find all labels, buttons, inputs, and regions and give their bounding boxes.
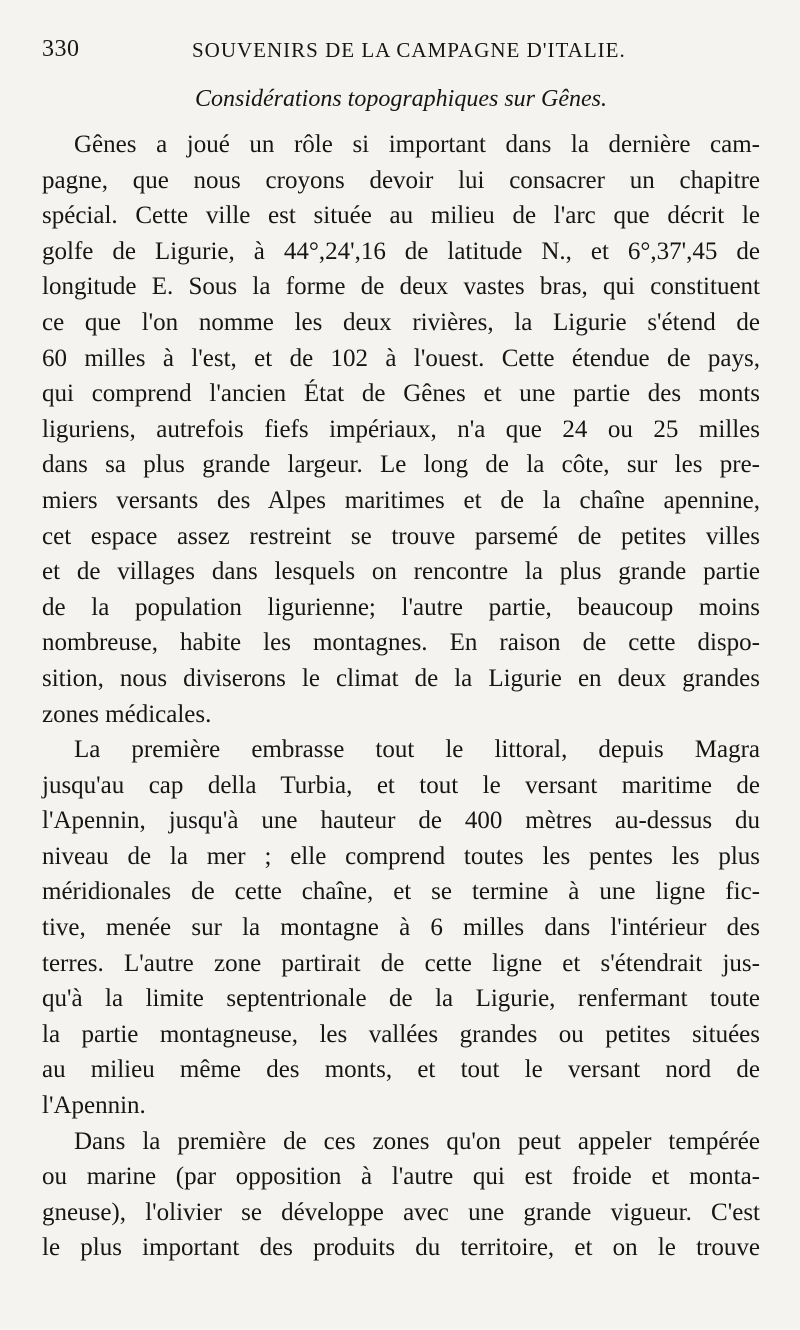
text-line: sition, nous diviserons le climat de la Ligurie en deux grandes — [42, 664, 760, 692]
text-line: niveau de la mer ; elle comprend toutes les pentes les plus — [42, 842, 760, 870]
text-line: le plus important des produits du territoire, et on le trouve — [42, 1234, 760, 1262]
text-line: dans sa plus grande largeur. Le long de la côte, sur les pre- — [42, 451, 760, 479]
running-head — [42, 32, 760, 72]
text-line: qu'à la limite septentrionale de la Ligurie, renfermant toute — [42, 985, 760, 1013]
text-line: longitude E. Sous la forme de deux vastes bras, qui constituent — [42, 273, 760, 301]
text-line: Dans la première de ces zones qu'on peut appeler tempérée — [74, 1127, 760, 1155]
paragraph-3 — [42, 1124, 760, 1266]
text-line: de la population ligurienne; l'autre partie, beaucoup moins — [42, 593, 760, 621]
paragraph-2 — [42, 732, 760, 1124]
text-line: spécial. Cette ville est située au milieu de l'arc que décrit le — [42, 202, 760, 230]
text-line: golfe de Ligurie, à 44°,24',16 de latitude N., et 6°,37',45 de — [42, 237, 760, 265]
text-line: au milieu même des monts, et tout le versant nord de — [42, 1056, 760, 1084]
running-title: SOUVENIRS DE LA CAMPAGNE D'ITALIE. — [192, 38, 626, 62]
section-title: Considérations topographiques sur Gênes. — [194, 86, 607, 112]
text-line: terres. L'autre zone partirait de cette ligne et s'étendrait jus- — [42, 949, 760, 977]
text-line: ce que l'on nomme les deux rivières, la Ligurie s'étend de — [42, 308, 760, 336]
text-line: 60 milles à l'est, et de 102 à l'ouest. Cette étendue de pays, — [42, 344, 760, 372]
text-line: liguriens, autrefois fiefs impériaux, n'a que 24 ou 25 milles — [42, 415, 760, 443]
text-line: gneuse), l'olivier se développe avec une grande vigueur. C'est — [42, 1198, 760, 1226]
text-line: La première embrasse tout le littoral, depuis Magra — [74, 736, 760, 764]
text-line: zones médicales. — [42, 700, 212, 728]
text-line: jusqu'au cap della Turbia, et tout le versant maritime de — [42, 771, 760, 799]
text-line: pagne, que nous croyons devoir lui consacrer un chapitre — [42, 166, 760, 194]
text-line: tive, menée sur la montagne à 6 milles dans l'intérieur des — [42, 914, 760, 942]
text-line: qui comprend l'ancien État de Gênes et une partie des monts — [42, 380, 760, 408]
paragraph-1 — [42, 127, 760, 732]
text-line: Gênes a joué un rôle si important dans la dernière cam- — [74, 131, 760, 158]
page-number: 330 — [42, 36, 80, 62]
text-line: méridionales de cette chaîne, et se termine à une ligne fic- — [42, 878, 760, 906]
text-line: ou marine (par opposition à l'autre qui est froide et monta- — [42, 1163, 760, 1191]
text-line: et de villages dans lesquels on rencontre la plus grande partie — [42, 558, 760, 586]
text-line: cet espace assez restreint se trouve parsemé de petites villes — [42, 522, 760, 550]
text-line: l'Apennin. — [42, 1092, 146, 1120]
text-line: l'Apennin, jusqu'à une hauteur de 400 mètres au-dessus du — [42, 807, 760, 835]
text-line: miers versants des Alpes maritimes et de la chaîne apennine, — [42, 486, 760, 514]
text-line: la partie montagneuse, les vallées grandes ou petites situées — [42, 1020, 760, 1048]
text-line: nombreuse, habite les montagnes. En raison de cette dispo- — [42, 629, 760, 657]
